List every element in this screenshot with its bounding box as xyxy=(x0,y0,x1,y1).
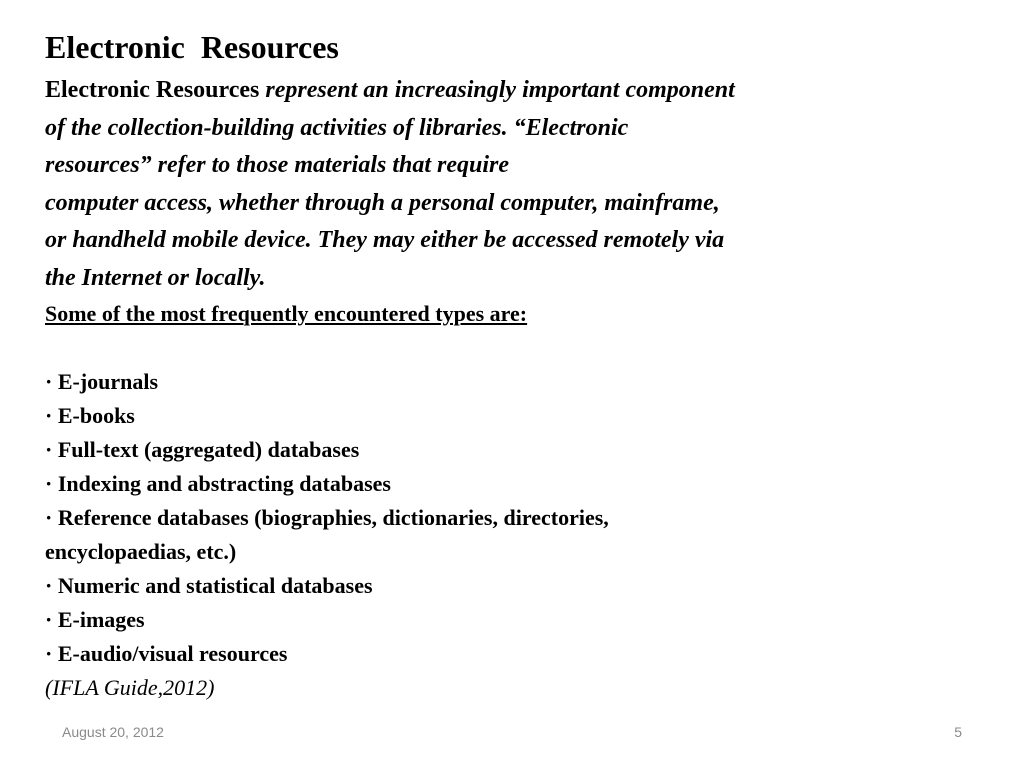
slide-content xyxy=(45,22,995,705)
list-item: · Indexing and abstracting databases xyxy=(45,471,391,496)
list-item: · Reference databases (biographies, dictionaries, directories, xyxy=(45,505,609,530)
list-item: · E-images xyxy=(45,607,145,632)
intro-lead: Electronic Resources xyxy=(45,77,260,103)
list-item: · E-books xyxy=(45,403,135,428)
citation: (IFLA Guide,2012) xyxy=(45,675,215,700)
intro-line-1: represent an increasingly important component xyxy=(265,77,735,103)
footer-date: August 20, 2012 xyxy=(62,724,164,740)
resource-type-list xyxy=(45,365,995,671)
intro-line-4: computer access, whether through a personal computer, mainframe, xyxy=(45,189,720,216)
list-item: · Numeric and statistical databases xyxy=(45,573,373,598)
list-item: · Full-text (aggregated) databases xyxy=(45,437,360,462)
list-item-continuation: encyclopaedias, etc.) xyxy=(45,539,237,564)
types-heading: Some of the most frequently encountered types are: xyxy=(45,301,528,326)
blank-line xyxy=(45,331,995,365)
intro-line-5: or handheld mobile device. They may either be accessed remotely via xyxy=(45,227,725,253)
intro-line-2: of the collection-building activities of libraries. “Electronic xyxy=(45,114,629,141)
list-item: · E-journals xyxy=(45,369,159,394)
list-item: · E-audio/visual resources xyxy=(45,641,288,666)
slide-number: 5 xyxy=(954,724,962,740)
intro-line-6: the Internet or locally. xyxy=(45,264,266,291)
intro-paragraph xyxy=(45,72,995,297)
intro-line-3: resources” refer to those materials that require xyxy=(45,152,510,178)
slide-title: Electronic Resources xyxy=(45,29,339,65)
